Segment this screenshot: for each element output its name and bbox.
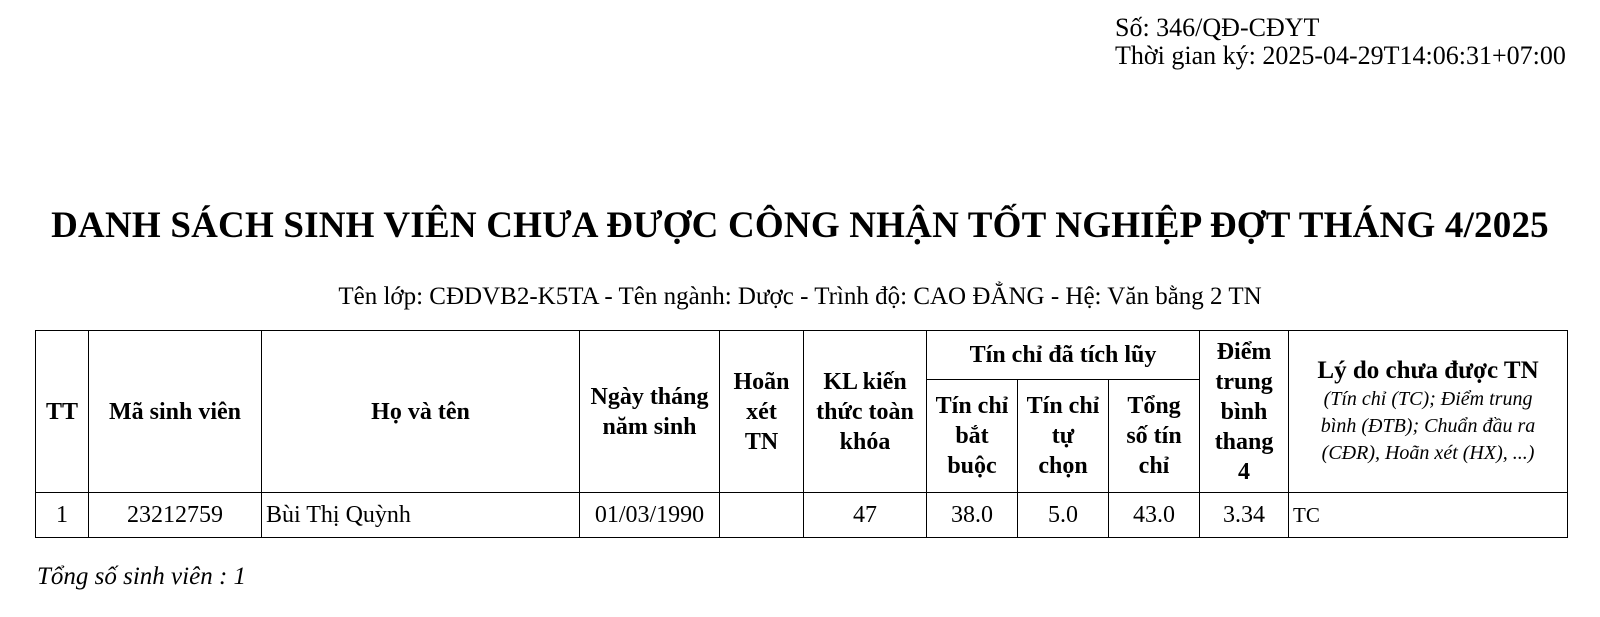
header-required-credits [927, 380, 1018, 493]
header-required-line: buộc [947, 453, 997, 479]
header-elective-line: tự [1051, 423, 1075, 449]
signature-block [1115, 14, 1566, 70]
cell-dob: 01/03/1990 [580, 493, 720, 538]
header-gpa-line: bình [1220, 398, 1268, 425]
header-credits-group: Tín chỉ đã tích lũy [927, 331, 1200, 380]
header-required-line: Tín chỉ [935, 393, 1009, 419]
header-reason [1289, 331, 1568, 493]
header-dob-line: Ngày tháng [590, 383, 709, 410]
header-full-name: Họ và tên [262, 331, 580, 493]
cell-kl: 47 [804, 493, 927, 538]
header-reason-title: Lý do chưa được TN [1317, 357, 1539, 384]
header-required-line: bắt [955, 423, 989, 449]
header-total-line: chỉ [1138, 453, 1170, 479]
header-gpa [1200, 331, 1289, 493]
header-student-id: Mã sinh viên [89, 331, 262, 493]
cell-gpa: 3.34 [1200, 493, 1289, 538]
header-deferred-line: TN [744, 428, 779, 455]
cell-tt: 1 [36, 493, 89, 538]
class-info: Tên lớp: CĐDVB2-K5TA - Tên ngành: Dược - Trình độ: CAO ĐẲNG - Hệ: Văn bằng 2 TN [338, 283, 1262, 310]
header-tt: TT [36, 331, 89, 493]
header-dob [580, 331, 720, 493]
cell-elective-credits: 5.0 [1018, 493, 1109, 538]
header-dob-line: năm sinh [602, 413, 697, 440]
header-kl-line: KL kiến [823, 368, 907, 395]
header-elective-line: chọn [1038, 453, 1088, 479]
header-total-line: Tổng [1127, 393, 1181, 419]
cell-deferred [720, 493, 804, 538]
cell-reason: TC [1289, 493, 1568, 538]
header-reason-note-line: (CĐR), Hoãn xét (HX), ...) [1321, 442, 1535, 464]
header-gpa-line: trung [1215, 368, 1273, 395]
cell-full-name: Bùi Thị Quỳnh [262, 493, 580, 538]
header-kl-line: khóa [839, 428, 891, 455]
header-kl [804, 331, 927, 493]
header-reason-note-line: (Tín chỉ (TC); Điểm trung [1323, 388, 1533, 410]
header-reason-note-line: bình (ĐTB); Chuẩn đầu ra [1320, 415, 1536, 437]
table-row [36, 493, 1568, 538]
page-title: DANH SÁCH SINH VIÊN CHƯA ĐƯỢC CÔNG NHẬN TỐT NGHIỆP ĐỢT THÁNG 4/2025 [51, 205, 1549, 246]
header-gpa-line: Điểm [1216, 338, 1272, 365]
students-table [35, 330, 1568, 538]
header-deferred-line: xét [746, 398, 777, 425]
header-gpa-line: 4 [1238, 458, 1251, 485]
total-students: Tổng số sinh viên : 1 [37, 563, 247, 590]
cell-required-credits: 38.0 [927, 493, 1018, 538]
header-total-credits [1109, 380, 1200, 493]
signed-time: Thời gian ký: 2025-04-29T14:06:31+07:00 [1115, 41, 1566, 70]
header-elective-credits [1018, 380, 1109, 493]
cell-student-id: 23212759 [89, 493, 262, 538]
header-deferred-line: Hoãn [733, 368, 790, 395]
header-deferred [720, 331, 804, 493]
header-kl-line: thức toàn [816, 398, 914, 425]
cell-total-credits: 43.0 [1109, 493, 1200, 538]
decision-number: Số: 346/QĐ-CĐYT [1115, 13, 1320, 42]
header-total-line: số tín [1126, 423, 1182, 449]
header-elective-line: Tín chỉ [1026, 393, 1100, 419]
header-gpa-line: thang [1214, 428, 1274, 455]
